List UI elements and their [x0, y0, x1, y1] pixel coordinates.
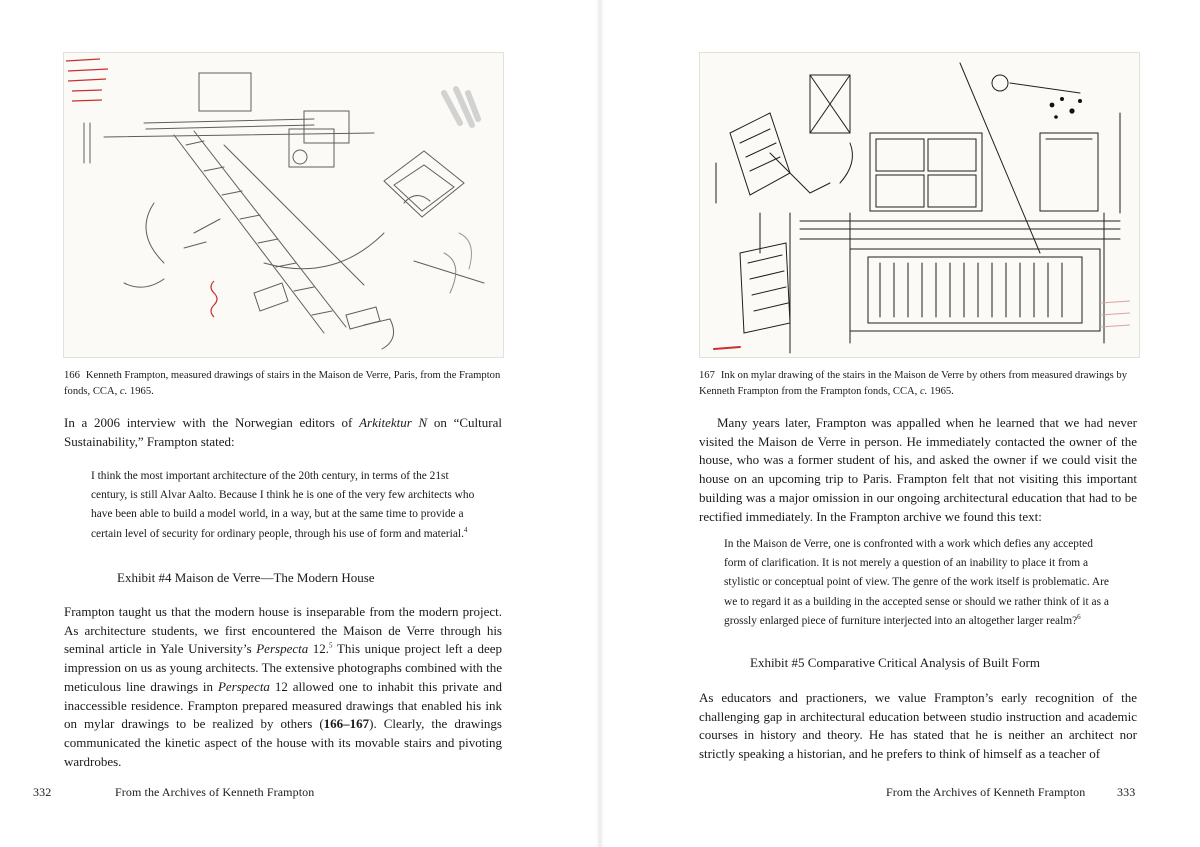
intro-text: In a 2006 interview with the Norwegian editors of: [64, 415, 360, 430]
figure-166: [63, 52, 504, 358]
paragraph-text: This unique project left a deep impression on us as young architects. The extensive photographs combined with the meticulous line drawings in: [64, 641, 502, 694]
running-title: From the Archives of Kenneth Frampton: [886, 785, 1086, 799]
paragraph-text: 12 allowed one to inhabit this private and inaccessible residence. Frampton prepared measured drawings that enabled his ink on mylar drawings to be realized by others (: [64, 678, 502, 732]
page-number: 333: [1117, 785, 1136, 799]
page-number: 332: [33, 785, 52, 799]
figure-number: 166: [64, 370, 80, 381]
right-page: [600, 0, 1200, 847]
drawing-167-illustration: [700, 53, 1139, 357]
maison-paragraph: [64, 603, 502, 771]
journal-title: Perspecta: [217, 678, 270, 694]
intro-paragraph: [64, 414, 502, 451]
caption-text-end: 1965.: [127, 386, 154, 397]
intro-text-end: on “Cultural Sustainability,” Frampton stated:: [64, 415, 502, 449]
paragraph-text: ). Clearly, the drawings communicated the kinetic aspect of the house with its movable stairs and pivoting wardrobes.: [64, 716, 502, 769]
paragraph-text: 12.: [308, 641, 330, 657]
figure-caption: [699, 368, 1137, 400]
caption-text: Ink on mylar drawing of the stairs in the Maison de Verre by others from measured drawings by Kenneth Frampton from the Frampton fonds, CCA,: [699, 370, 1127, 397]
caption-italic: c.: [919, 386, 928, 397]
journal-title: Arkitektur N: [359, 415, 428, 430]
sketch-166-illustration: [64, 53, 503, 357]
caption-italic: c.: [119, 386, 128, 397]
journal-title: Perspecta: [256, 641, 309, 657]
footnote-marker: 6: [1077, 613, 1081, 622]
exhibit-heading: Exhibit #4 Maison de Verre—The Modern House: [117, 570, 375, 585]
quote-text: In the Maison de Verre, one is confronted with a work which defies any accepted form of clarification. It is not merely a question of an inability to place it from a stylistic or conceptual point of view. The genre of the work itself is problematic. Are we to regard it as a building in the accepted sense or should we rather think of it as a grossly enlarged piece of furniture interjected into an altogether larger realm?: [724, 538, 1109, 627]
footnote-marker: 4: [463, 525, 468, 534]
figure-number: 167: [699, 370, 715, 381]
visit-paragraph: Many years later, Frampton was appalled when he learned that we had never visited the Maison de Verre in person. He immediately contacted the owner of the house, who was a former student of his, and asked the owner if we could visit the house on an upcoming trip to Paris. Frampton felt that not visiting this important building was a major omission in our ongoing architectural education that had to be rectified immediately. In the Frampton archive we found this text:: [699, 415, 1137, 524]
caption-text-end: 1965.: [927, 386, 954, 397]
figure-reference: 166–167: [323, 716, 370, 732]
frampton-quote: [724, 535, 1116, 631]
figure-caption: [64, 368, 502, 400]
figure-167: [699, 52, 1140, 358]
running-title: From the Archives of Kenneth Frampton: [115, 785, 315, 799]
aalto-quote: [91, 467, 477, 544]
caption-text: Kenneth Frampton, measured drawings of stairs in the Maison de Verre, Paris, from the Frampton fonds, CCA,: [64, 370, 501, 397]
paragraph-text: Frampton taught us that the modern house is inseparable from the modern project. As architecture students, we first encountered the Maison de Verre through his seminal article in Yale University’s: [64, 604, 502, 657]
quote-text: I think the most important architecture of the 20th century, in terms of the 21st century, is still Alvar Aalto. Because I think he is one of the very few architects who have been able to build a model world, in a way, but at the same time to provide a certain level of security for ordinary people, through his use of form and material.: [91, 470, 475, 540]
educators-paragraph: As educators and practioners, we value Frampton’s early recognition of the challenging gap in architectural education between studio instruction and academic courses in history and theory. He has stated that he is neither an architect nor strictly speaking a historian, and he prefers to think of himself as a teacher of: [699, 690, 1137, 762]
exhibit-heading: Exhibit #5 Comparative Critical Analysis of Built Form: [750, 655, 1040, 670]
footnote-marker: 5: [329, 642, 333, 651]
